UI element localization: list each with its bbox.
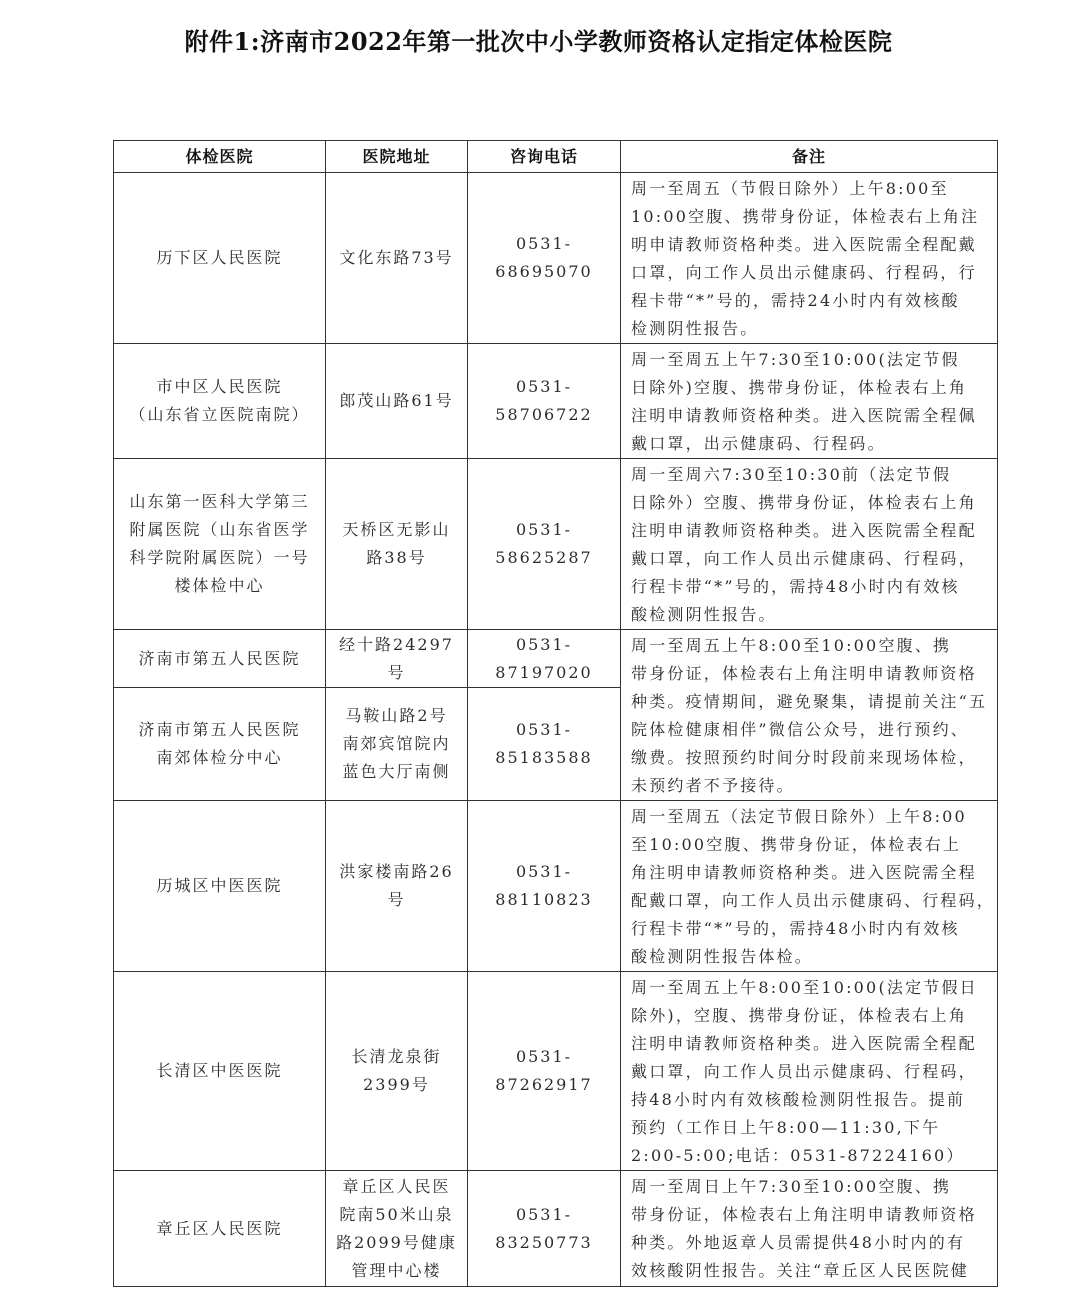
phone-cell: 0531-88110823: [468, 801, 621, 972]
text-line: 楼体检中心: [174, 576, 265, 595]
text-line: 济南市第五人民医院: [138, 648, 301, 668]
text-line: 明申请教师资格种类。进入医院需全程配戴: [631, 235, 977, 254]
text-line: 周一至周五（法定节假日除外）上午8:00: [631, 807, 967, 826]
hospital-cell: [114, 801, 326, 972]
address-cell: [326, 1171, 468, 1287]
hospital-cell: [114, 630, 326, 688]
text-line: 未预约者不予接待。: [631, 776, 795, 795]
phone-cell: 0531-58706722: [468, 344, 621, 459]
text-line: 程卡带“*”号的，需持24小时内有效核酸: [631, 291, 960, 310]
address-cell: [326, 344, 468, 459]
text-line: 行程卡带“*”号的，需持48小时内有效核: [631, 577, 960, 596]
table-row: [114, 1171, 998, 1287]
phone-cell: 0531-83250773: [468, 1171, 621, 1287]
text-line: 注明申请教师资格种类。进入医院需全程佩: [631, 406, 977, 425]
text-line: 日除外）空腹、携带身份证，体检表右上角: [631, 493, 977, 512]
header-remarks: 备注: [621, 141, 998, 173]
text-line: 2399号: [363, 1075, 430, 1094]
text-line: 带身份证，体检表右上角注明申请教师资格: [631, 1205, 977, 1224]
address-cell: [326, 459, 468, 630]
address-cell: [326, 173, 468, 344]
text-line: 科学院附属医院）一号: [129, 548, 310, 567]
address-cell: [326, 688, 468, 801]
text-line: 历下区人民医院: [156, 248, 283, 267]
text-line: 南郊宾馆院内: [342, 734, 451, 753]
table-row: [114, 801, 998, 972]
text-line: 蓝色大厅南侧: [342, 762, 451, 781]
text-line: 长清区中医医院: [156, 1061, 283, 1080]
text-line: （山东省立医院南院）: [129, 405, 310, 424]
remark-cell: [621, 344, 998, 459]
text-line: 山东第一医科大学第三: [129, 492, 310, 511]
text-line: 10:00空腹、携带身份证，体检表右上角注: [631, 207, 980, 226]
text-line: 酸检测阴性报告。: [631, 605, 777, 624]
text-line: 周一至周五上午8:00至10:00空腹、携: [631, 636, 952, 655]
text-line: 至10:00空腹、携带身份证，体检表右上: [631, 835, 962, 854]
text-line: 经十路24297: [339, 634, 454, 654]
header-hospital: 体检医院: [114, 141, 326, 173]
text-line: 周一至周五上午7:30至10:00(法定节假: [631, 350, 960, 369]
text-line: 注明申请教师资格种类。进入医院需全程配: [631, 521, 977, 540]
text-line: 除外)，空腹、携带身份证，体检表右上角: [631, 1006, 968, 1025]
text-line: 酸检测阴性报告体检。: [631, 947, 814, 966]
text-line: 周一至周五上午8:00至10:00(法定节假日: [631, 978, 978, 997]
document-title: 附件1:济南市2022年第一批次中小学教师资格认定指定体检医院: [184, 27, 893, 56]
remark-cell: [621, 173, 998, 344]
text-line: 管理中心楼: [351, 1260, 442, 1280]
address-cell: [326, 801, 468, 972]
text-line: 缴费。按照预约时间分时段前来现场体检，: [631, 748, 977, 767]
text-line: 号: [387, 890, 406, 909]
text-line: 院体检健康相伴”微信公众号，进行预约、: [631, 720, 969, 739]
text-line: 附属医院（山东省医学: [129, 520, 310, 539]
phone-cell: 0531-87262917: [468, 972, 621, 1171]
text-line: 行程卡带“*”号的，需持48小时内有效核: [631, 919, 960, 938]
text-line: 种类。外地返章人员需提供48小时内的有: [631, 1233, 966, 1252]
text-line: 济南市第五人民医院: [138, 720, 301, 739]
phone-cell: 0531-68695070: [468, 173, 621, 344]
text-line: 路38号: [366, 548, 427, 567]
hospital-cell: [114, 1171, 326, 1287]
text-line: 市中区人民医院: [156, 377, 283, 396]
text-line: 院南50米山泉: [339, 1204, 454, 1224]
remark-cell: [621, 459, 998, 630]
phone-cell: 0531-85183588: [468, 688, 621, 801]
hospital-cell: [114, 688, 326, 801]
text-line: 章丘区人民医院: [156, 1218, 283, 1238]
table-row: [114, 344, 998, 459]
text-line: 路2099号健康: [336, 1232, 457, 1252]
remark-cell: [621, 801, 998, 972]
table-row: [114, 972, 998, 1171]
hospital-cell: [114, 173, 326, 344]
hospital-cell: [114, 344, 326, 459]
text-line: 长清龙泉街: [351, 1047, 442, 1066]
text-line: 郎茂山路61号: [339, 391, 454, 410]
text-line: 效核酸阴性报告。关注“章丘区人民医院健: [631, 1261, 969, 1280]
address-cell: [326, 972, 468, 1171]
text-line: 种类。疫情期间，避免聚集，请提前关注“五: [631, 692, 988, 711]
table-header-row: [114, 141, 998, 173]
text-line: 戴口罩，向工作人员出示健康码、行程码，: [631, 1062, 977, 1081]
text-line: 马鞍山路2号: [345, 706, 448, 725]
text-line: 周一至周六7:30至10:30前（法定节假: [631, 465, 952, 484]
remark-cell: [621, 1171, 998, 1287]
text-line: 预约（工作日上午8:00—11:30,下午: [631, 1118, 941, 1137]
text-line: 南郊体检分中心: [156, 748, 283, 767]
remark-cell: [621, 630, 998, 801]
text-line: 口罩，向工作人员出示健康码、行程码，行: [631, 263, 977, 282]
hospital-cell: [114, 972, 326, 1171]
table-row: [114, 173, 998, 344]
text-line: 戴口罩，向工作人员出示健康码、行程码，: [631, 549, 977, 568]
phone-cell: 0531-87197020: [468, 630, 621, 688]
text-line: 文化东路73号: [339, 248, 454, 267]
text-line: 天桥区无影山: [342, 520, 451, 539]
address-cell: [326, 630, 468, 688]
hospital-table: [113, 140, 998, 1287]
text-line: 日除外)空腹、携带身份证，体检表右上角: [631, 378, 968, 397]
text-line: 戴口罩，出示健康码、行程码。: [631, 434, 886, 453]
text-line: 带身份证，体检表右上角注明申请教师资格: [631, 664, 977, 683]
table-row: [114, 630, 998, 688]
text-line: 号: [387, 662, 406, 682]
text-line: 持48小时内有效核酸检测阴性报告。提前: [631, 1090, 966, 1109]
phone-cell: 0531-58625287: [468, 459, 621, 630]
text-line: 2:00-5:00;电话：0531-87224160）: [631, 1146, 965, 1165]
text-line: 角注明申请教师资格种类。进入医院需全程: [631, 863, 977, 882]
header-address: 医院地址: [326, 141, 468, 173]
text-line: 配戴口罩，向工作人员出示健康码、行程码，: [631, 891, 996, 910]
hospital-cell: [114, 459, 326, 630]
text-line: 洪家楼南路26: [339, 862, 454, 881]
remark-cell: [621, 972, 998, 1171]
text-line: 周一至周日上午7:30至10:00空腹、携: [631, 1177, 952, 1196]
text-line: 章丘区人民医: [342, 1176, 451, 1196]
table-row: [114, 459, 998, 630]
text-line: 注明申请教师资格种类。进入医院需全程配: [631, 1034, 977, 1053]
text-line: 周一至周五（节假日除外）上午8:00至: [631, 179, 949, 198]
text-line: 检测阴性报告。: [631, 319, 759, 338]
text-line: 历城区中医医院: [156, 876, 283, 895]
header-phone: 咨询电话: [468, 141, 621, 173]
